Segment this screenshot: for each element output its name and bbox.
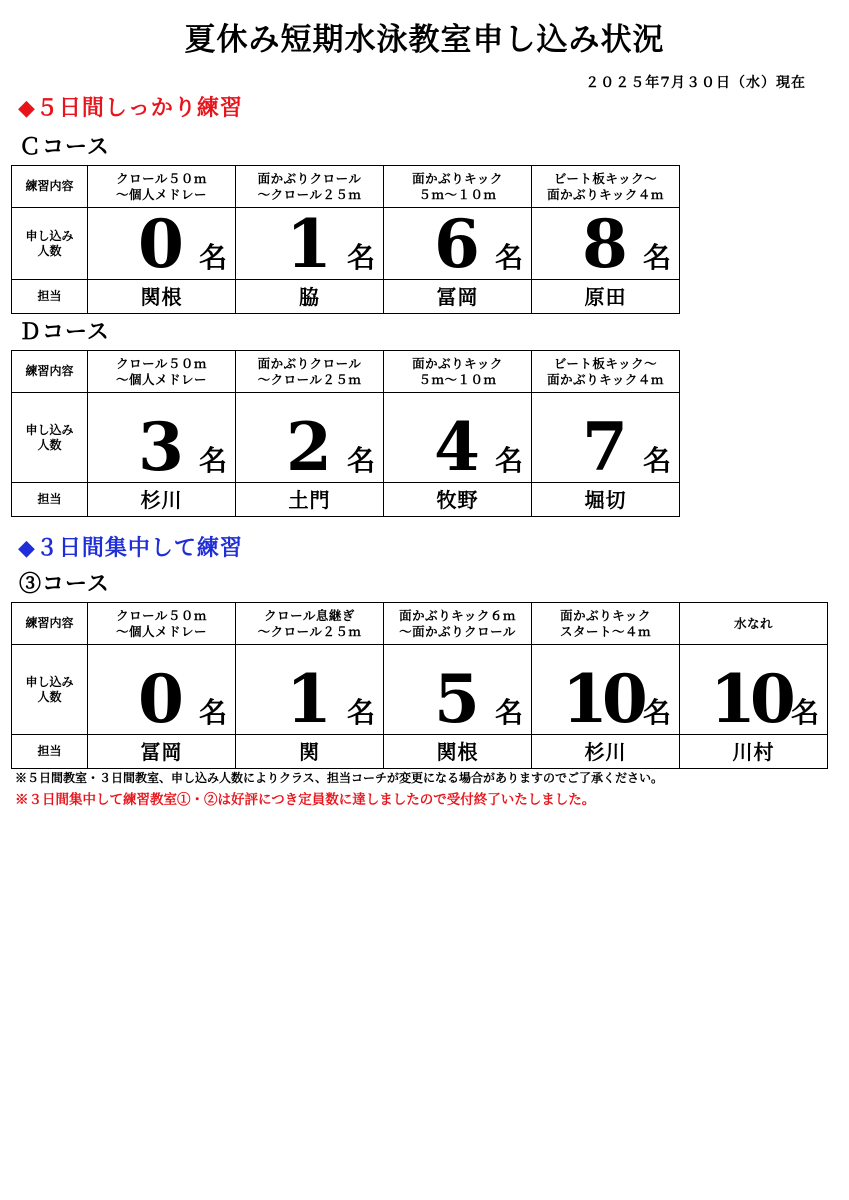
count-unit: 名	[494, 241, 523, 274]
count-unit: 名	[642, 696, 671, 729]
practice-content-cell: ビート板キック～ 面かぶりキック４ｍ	[532, 351, 680, 393]
course-C-schedule-table	[11, 165, 680, 314]
staff-row-label: 担当	[12, 483, 88, 517]
section-5day-heading: ◆５日間しっかり練習	[18, 95, 243, 121]
practice-content-cell: 面かぶりキック ５ｍ～１０ｍ	[384, 351, 532, 393]
content-row-label: 練習内容	[12, 166, 88, 208]
count-unit: 名	[346, 241, 375, 274]
applicant-count-cell	[236, 205, 384, 283]
coach-name-cell: 杉川	[88, 483, 236, 517]
applicant-count-cell	[532, 205, 680, 283]
practice-content-cell: 面かぶりクロール ～クロール２５ｍ	[236, 166, 384, 208]
coach-name-cell: 関根	[88, 280, 236, 314]
coach-name-cell: 牧野	[384, 483, 532, 517]
applicant-count-value: 8	[582, 205, 628, 283]
practice-content-cell: 面かぶりキック スタート～４ｍ	[532, 603, 680, 645]
applicant-count-cell	[532, 393, 680, 486]
count-unit: 名	[494, 696, 523, 729]
course-c-title: Ｃコース	[19, 134, 110, 160]
count-unit: 名	[198, 444, 227, 477]
coach-name-cell: 関	[236, 735, 384, 769]
applicant-count-value: 10	[562, 660, 642, 738]
coach-name-cell: 冨岡	[384, 280, 532, 314]
note-change-notice: ※５日間教室・３日間教室、申し込み人数によりクラス、担当コーチが変更になる場合がありますのでご了承ください。	[15, 771, 664, 785]
applicant-count-value: 7	[582, 408, 628, 486]
practice-content-cell: 水なれ	[680, 603, 828, 645]
applicant-count-cell	[384, 393, 532, 486]
applicant-count-value: 10	[710, 660, 790, 738]
content-row	[12, 351, 680, 393]
applicant-count-cell	[236, 393, 384, 486]
applicant-count-value: 2	[286, 408, 332, 486]
coach-name-cell: 冨岡	[88, 735, 236, 769]
count-row-label: 申し込み 人数	[12, 208, 88, 280]
note-closed-notice: ※３日間集中して練習教室①・②は好評につき定員数に達しましたので受付終了いたしました。	[15, 792, 596, 808]
applicant-count-cell	[384, 205, 532, 283]
staff-row	[12, 280, 680, 314]
practice-content-cell: 面かぶりクロール ～クロール２５ｍ	[236, 351, 384, 393]
applicant-count-value: 6	[434, 205, 480, 283]
count-row-label: 申し込み 人数	[12, 393, 88, 483]
staff-row	[12, 483, 680, 517]
applicant-count-cell	[236, 645, 384, 738]
count-row	[12, 208, 680, 280]
coach-name-cell: 脇	[236, 280, 384, 314]
count-row-label: 申し込み 人数	[12, 645, 88, 735]
as-of-date: ２０２５年7月３０日（水）現在	[585, 75, 806, 91]
count-unit: 名	[198, 241, 227, 274]
applicant-count-value: 0	[138, 660, 184, 738]
count-unit: 名	[790, 696, 819, 729]
count-row	[12, 645, 828, 735]
content-row-label: 練習内容	[12, 603, 88, 645]
practice-content-cell: ビート板キック～ 面かぶりキック４ｍ	[532, 166, 680, 208]
applicant-count-value: 4	[434, 408, 480, 486]
applicant-count-cell	[88, 645, 236, 738]
applicant-count-cell	[384, 645, 532, 738]
count-unit: 名	[642, 444, 671, 477]
practice-content-cell: 面かぶりキック ５ｍ～１０ｍ	[384, 166, 532, 208]
coach-name-cell: 杉川	[532, 735, 680, 769]
coach-name-cell: 関根	[384, 735, 532, 769]
coach-name-cell: 堀切	[532, 483, 680, 517]
course-3-title: ③コース	[19, 571, 110, 597]
staff-row-label: 担当	[12, 735, 88, 769]
count-unit: 名	[494, 444, 523, 477]
applicant-count-value: 0	[138, 205, 184, 283]
staff-row	[12, 735, 828, 769]
count-unit: 名	[198, 696, 227, 729]
content-row-label: 練習内容	[12, 351, 88, 393]
coach-name-cell: 原田	[532, 280, 680, 314]
applicant-count-value: 1	[286, 660, 332, 738]
count-row	[12, 393, 680, 483]
applicant-count-value: 3	[138, 408, 184, 486]
count-unit: 名	[346, 444, 375, 477]
practice-content-cell: クロール５０ｍ ～個人メドレー	[88, 351, 236, 393]
applicant-count-cell	[88, 393, 236, 486]
coach-name-cell: 土門	[236, 483, 384, 517]
practice-content-cell: クロール息継ぎ ～クロール２５ｍ	[236, 603, 384, 645]
course-3-schedule-table	[11, 602, 828, 769]
course-D-schedule-table	[11, 350, 680, 517]
practice-content-cell: 面かぶりキック６ｍ ～面かぶりクロール	[384, 603, 532, 645]
page-title: 夏休み短期水泳教室申し込み状況	[184, 22, 665, 58]
applicant-count-value: 5	[434, 660, 480, 738]
coach-name-cell: 川村	[680, 735, 828, 769]
course-d-title: Ｄコース	[19, 319, 110, 345]
content-row	[12, 603, 828, 645]
section-3day-heading: ◆３日間集中して練習	[18, 535, 243, 561]
count-unit: 名	[346, 696, 375, 729]
count-unit: 名	[642, 241, 671, 274]
content-row	[12, 166, 680, 208]
staff-row-label: 担当	[12, 280, 88, 314]
practice-content-cell: クロール５０ｍ ～個人メドレー	[88, 603, 236, 645]
applicant-count-cell	[680, 645, 828, 738]
applicant-count-cell	[532, 645, 680, 738]
applicant-count-cell	[88, 205, 236, 283]
practice-content-cell: クロール５０ｍ ～個人メドレー	[88, 166, 236, 208]
applicant-count-value: 1	[286, 205, 332, 283]
